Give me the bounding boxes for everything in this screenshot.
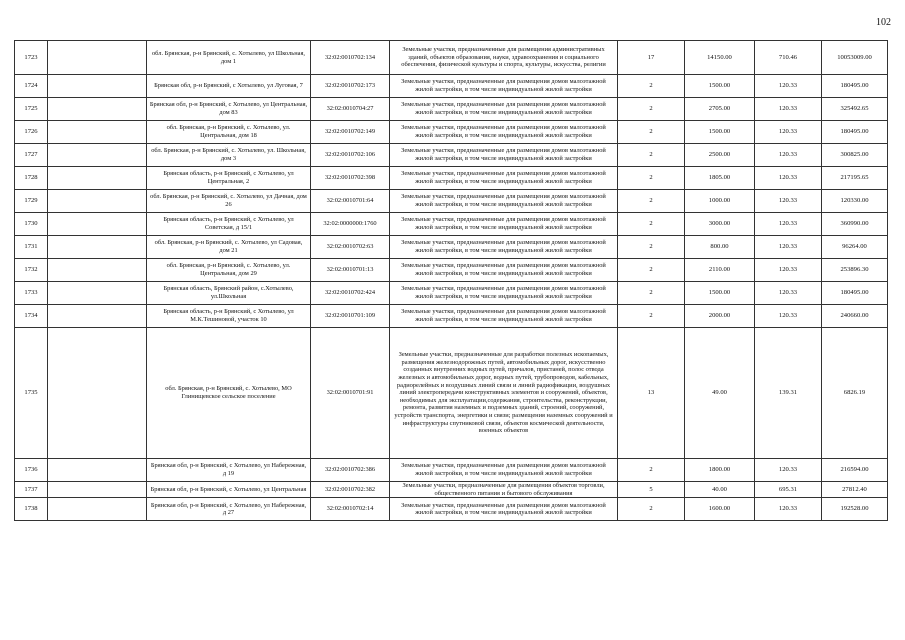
blank-cell [48,259,147,282]
table-row [15,236,888,259]
blank-cell [48,121,147,144]
cadastral-value-cell: 96264.00 [822,236,888,259]
blank-cell [48,167,147,190]
permitted-use-cell: Земельные участки, предназначенные для размещения объектов торговли, общественного питания и бытового обслуживания [390,482,618,498]
permitted-use-cell: Земельные участки, предназначенные для размещения домов малоэтажной жилой застройки, в том числе индивидуальной жилой застройки [390,144,618,167]
address-cell: Брянская обл, р-н Брянский, с Хотылево, ул Центральная [147,482,311,498]
use-group-cell: 5 [618,482,685,498]
specific-value-cell: 120.33 [755,259,822,282]
cadastral-value-cell: 10053009.00 [822,41,888,75]
area-cell: 1800.00 [685,459,755,482]
table-row [15,75,888,98]
table-row [15,190,888,213]
cadastral-value-cell: 120330.00 [822,190,888,213]
table-row [15,144,888,167]
specific-value-cell: 139.31 [755,328,822,459]
blank-cell [48,98,147,121]
table-row [15,459,888,482]
address-cell: Брянская обл, р-н Брянский, с Хотылево, ул Центральная, дом 83 [147,98,311,121]
address-cell: Брянская область, р-н Брянский, с Хотылево, ул Центральная, 2 [147,167,311,190]
use-group-cell: 2 [618,98,685,121]
specific-value-cell: 120.33 [755,190,822,213]
blank-cell [48,328,147,459]
permitted-use-cell: Земельные участки, предназначенные для размещения домов малоэтажной жилой застройки, в том числе индивидуальной жилой застройки [390,282,618,305]
table-row [15,213,888,236]
row-number: 1723 [15,41,48,75]
table-row [15,167,888,190]
cadastral-value-cell: 217195.65 [822,167,888,190]
cadastral-value-cell: 253896.30 [822,259,888,282]
use-group-cell: 2 [618,75,685,98]
permitted-use-cell: Земельные участки, предназначенные для размещения домов малоэтажной жилой застройки, в том числе индивидуальной жилой застройки [390,75,618,98]
cadastral-number-cell: 32:02:0010702:14 [311,498,390,521]
table-row [15,41,888,75]
cadastral-number-cell: 32:02:0000000:1760 [311,213,390,236]
area-cell: 1805.00 [685,167,755,190]
blank-cell [48,75,147,98]
row-number: 1725 [15,98,48,121]
row-number: 1727 [15,144,48,167]
blank-cell [48,190,147,213]
cadastral-number-cell: 32:02:0010701:13 [311,259,390,282]
use-group-cell: 2 [618,459,685,482]
permitted-use-cell: Земельные участки, предназначенные для размещения домов малоэтажной жилой застройки, в том числе индивидуальной жилой застройки [390,459,618,482]
row-number: 1732 [15,259,48,282]
address-cell: Брянская область, Брянский район, с.Хотылево, ул.Школьная [147,282,311,305]
cadastral-value-cell: 6826.19 [822,328,888,459]
blank-cell [48,41,147,75]
blank-cell [48,236,147,259]
address-cell: обл. Брянская, р-н Брянский, с. Хотылево, ул Школьная, дом 1 [147,41,311,75]
row-number: 1736 [15,459,48,482]
specific-value-cell: 120.33 [755,305,822,328]
use-group-cell: 2 [618,121,685,144]
cadastral-number-cell: 32:02:0010702:134 [311,41,390,75]
table-row [15,121,888,144]
specific-value-cell: 120.33 [755,236,822,259]
area-cell: 2000.00 [685,305,755,328]
area-cell: 14150.00 [685,41,755,75]
area-cell: 1500.00 [685,282,755,305]
row-number: 1733 [15,282,48,305]
row-number: 1726 [15,121,48,144]
permitted-use-cell: Земельные участки, предназначенные для размещения домов малоэтажной жилой застройки, в том числе индивидуальной жилой застройки [390,213,618,236]
cadastral-number-cell: 32:02:0010701:64 [311,190,390,213]
address-cell: обл. Брянская, р-н Брянский, с. Хотылево, ул. Центральная, дом 18 [147,121,311,144]
cadastral-value-cell: 360990.00 [822,213,888,236]
row-number: 1730 [15,213,48,236]
blank-cell [48,282,147,305]
cadastral-value-cell: 27812.40 [822,482,888,498]
permitted-use-cell: Земельные участки, предназначенные для размещения домов малоэтажной жилой застройки, в том числе индивидуальной жилой застройки [390,98,618,121]
blank-cell [48,213,147,236]
permitted-use-cell: Земельные участки, предназначенные для размещения домов малоэтажной жилой застройки, в том числе индивидуальной жилой застройки [390,498,618,521]
permitted-use-cell: Земельные участки, предназначенные для размещения домов малоэтажной жилой застройки, в том числе индивидуальной жилой застройки [390,259,618,282]
address-cell: Брянская область, р-н Брянский, с Хотылево, ул М.К.Тешиновой, участок 10 [147,305,311,328]
area-cell: 49.00 [685,328,755,459]
cadastral-number-cell: 32:02:0010702:149 [311,121,390,144]
cadastral-number-cell: 32:02:0010702:386 [311,459,390,482]
area-cell: 800.00 [685,236,755,259]
cadastral-value-cell: 300825.00 [822,144,888,167]
address-cell: Брянская обл, р-н Брянский, с Хотылево, ул Набережная, д 27 [147,498,311,521]
row-number: 1724 [15,75,48,98]
permitted-use-cell: Земельные участки, предназначенные для размещения домов малоэтажной жилой застройки, в том числе индивидуальной жилой застройки [390,305,618,328]
area-cell: 2705.00 [685,98,755,121]
address-cell: Брянская обл, р-н Брянский, с Хотылево, ул Набережная, д 19 [147,459,311,482]
table-row [15,259,888,282]
cadastral-number-cell: 32:02:0010704:27 [311,98,390,121]
address-cell: обл. Брянская, р-н Брянский, с. Хотылево, МО Глинищевское сельское поселение [147,328,311,459]
cadastral-number-cell: 32:02:0010701:91 [311,328,390,459]
permitted-use-cell: Земельные участки, предназначенные для размещения административных зданий, объектов образования, науки, здравоохранения и социального обеспечения, физической культуры и спорта, культуры, искусства, религии [390,41,618,75]
cadastral-value-cell: 180495.00 [822,282,888,305]
cadastral-value-cell: 240660.00 [822,305,888,328]
row-number: 1728 [15,167,48,190]
area-cell: 1600.00 [685,498,755,521]
address-cell: обл. Брянская, р-н Брянский, с. Хотылево, ул. Центральная, дом 29 [147,259,311,282]
table-row [15,498,888,521]
cadastral-value-cell: 180495.00 [822,121,888,144]
address-cell: обл. Брянская, р-н Брянский, с. Хотылево, ул Садовая, дом 21 [147,236,311,259]
address-cell: Брянская обл, р-н Брянский, с Хотылево, ул Луговая, 7 [147,75,311,98]
table-row [15,482,888,498]
specific-value-cell: 695.31 [755,482,822,498]
use-group-cell: 2 [618,498,685,521]
address-cell: обл. Брянская, р-н Брянский, с. Хотылево, ул Дачная, дом 26 [147,190,311,213]
blank-cell [48,498,147,521]
cadastral-value-table [14,40,888,521]
row-number: 1729 [15,190,48,213]
cadastral-value-cell: 216594.00 [822,459,888,482]
cadastral-number-cell: 32:02:0010702:63 [311,236,390,259]
cadastral-number-cell: 32:02:0010702:398 [311,167,390,190]
area-cell: 40.00 [685,482,755,498]
table-row [15,328,888,459]
use-group-cell: 2 [618,236,685,259]
row-number: 1735 [15,328,48,459]
specific-value-cell: 120.33 [755,498,822,521]
blank-cell [48,459,147,482]
row-number: 1738 [15,498,48,521]
specific-value-cell: 120.33 [755,98,822,121]
permitted-use-cell: Земельные участки, предназначенные для размещения домов малоэтажной жилой застройки, в том числе индивидуальной жилой застройки [390,121,618,144]
row-number: 1737 [15,482,48,498]
permitted-use-cell: Земельные участки, предназначенные для размещения домов малоэтажной жилой застройки, в том числе индивидуальной жилой застройки [390,167,618,190]
cadastral-number-cell: 32:02:0010701:109 [311,305,390,328]
cadastral-number-cell: 32:02:0010702:106 [311,144,390,167]
use-group-cell: 2 [618,190,685,213]
table-row [15,98,888,121]
cadastral-value-cell: 180495.00 [822,75,888,98]
specific-value-cell: 120.33 [755,282,822,305]
use-group-cell: 17 [618,41,685,75]
use-group-cell: 2 [618,213,685,236]
table-row [15,282,888,305]
area-cell: 1000.00 [685,190,755,213]
address-cell: Брянская область, р-н Брянский, с Хотылево, ул Советская, д 15/1 [147,213,311,236]
area-cell: 1500.00 [685,121,755,144]
blank-cell [48,144,147,167]
cadastral-value-cell: 325492.65 [822,98,888,121]
cadastral-number-cell: 32:02:0010702:173 [311,75,390,98]
specific-value-cell: 120.33 [755,121,822,144]
specific-value-cell: 120.33 [755,459,822,482]
specific-value-cell: 120.33 [755,213,822,236]
specific-value-cell: 120.33 [755,167,822,190]
table-row [15,305,888,328]
permitted-use-cell: Земельные участки, предназначенные для размещения домов малоэтажной жилой застройки, в том числе индивидуальной жилой застройки [390,190,618,213]
permitted-use-cell: Земельные участки, предназначенные для размещения домов малоэтажной жилой застройки, в том числе индивидуальной жилой застройки [390,236,618,259]
permitted-use-cell: Земельные участки, предназначенные для разработки полезных ископаемых, размещения железнодорожных путей, автомобильных дорог, искусственно созданных внутренних водных путей, причалов, пристаней, полос отвода железных и автомобильных дорог, водных путей, трубопроводов, кабельных, радиорелейных и воздушных линий связи и линий радиофикации, воздушных линий электропередачи конструктивных элементов и сооружений, объектов, необходимых для эксплуатации,содержания, строительства, реконструкции, ремонта, развития наземных и подземных зданий, строений, сооружений, устройств транспорта, энергетики и связи; размещения наземных сооружений и инфраструктуры спутниковой связи, объектов космической деятельности, военных объектов [390,328,618,459]
use-group-cell: 13 [618,328,685,459]
blank-cell [48,305,147,328]
use-group-cell: 2 [618,167,685,190]
row-number: 1734 [15,305,48,328]
specific-value-cell: 120.33 [755,75,822,98]
use-group-cell: 2 [618,259,685,282]
address-cell: обл. Брянская, р-н Брянский, с. Хотылево, ул. Школьная, дом 3 [147,144,311,167]
specific-value-cell: 710.46 [755,41,822,75]
specific-value-cell: 120.33 [755,144,822,167]
area-cell: 3000.00 [685,213,755,236]
page-number: 102 [876,17,891,28]
use-group-cell: 2 [618,305,685,328]
use-group-cell: 2 [618,282,685,305]
row-number: 1731 [15,236,48,259]
cadastral-number-cell: 32:02:0010702:382 [311,482,390,498]
cadastral-number-cell: 32:02:0010702:424 [311,282,390,305]
cadastral-value-cell: 192528.00 [822,498,888,521]
table-body [15,41,888,521]
area-cell: 2500.00 [685,144,755,167]
area-cell: 2110.00 [685,259,755,282]
use-group-cell: 2 [618,144,685,167]
blank-cell [48,482,147,498]
area-cell: 1500.00 [685,75,755,98]
